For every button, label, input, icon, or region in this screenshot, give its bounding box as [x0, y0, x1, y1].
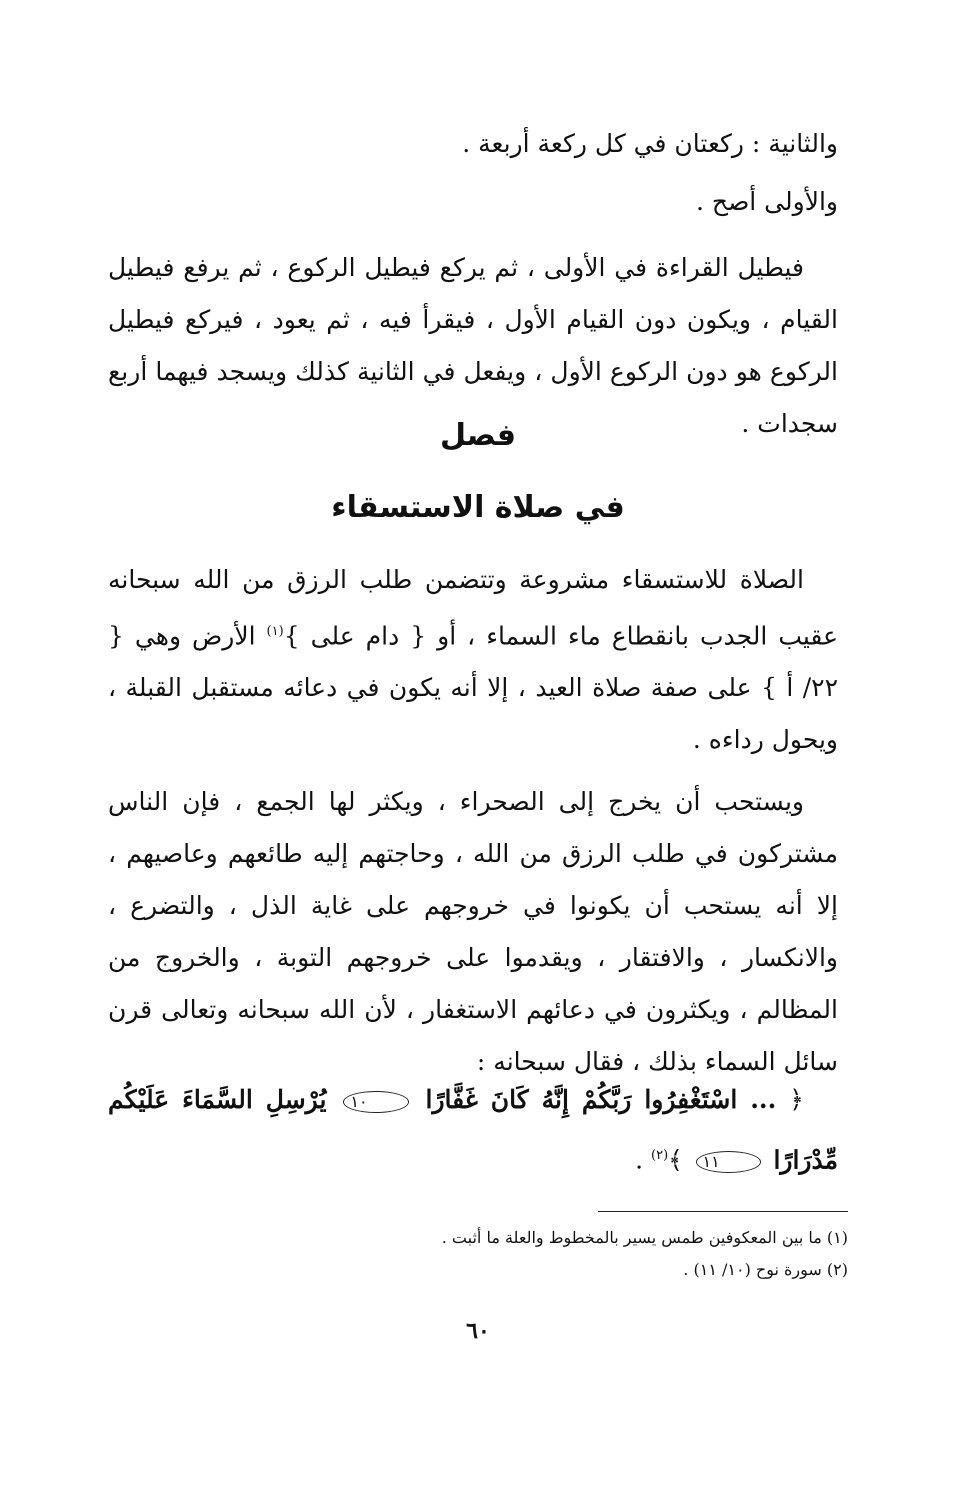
istisqa-text-1: الصلاة للاستسقاء مشروعة وتتضمن طلب الرزق من الله سبحانه عقيب الجدب بانقطاع ماء السماء ، أو { دام على } — [108, 565, 838, 651]
verse-text-1: ... اسْتَغْفِرُوا رَبَّكُمْ إِنَّهُ كَانَ غَفَّارًا — [425, 1085, 777, 1114]
top-text — [108, 118, 838, 450]
istisqa-text-2: الأرض وهي { ٢٢/ أ } على صفة صلاة العيد ، إلا أنه يكون في دعائه مستقبل القبلة ، ويحول رداءه . — [108, 621, 838, 755]
chapter-title: في صلاة الاستسقاء — [331, 490, 625, 525]
ayah-number-marker: ١٠ — [343, 1091, 408, 1113]
footnote-1: (١) ما بين المعكوفين طمس يسير بالمخطوط والعلة ما أثبت . — [441, 1228, 848, 1247]
main-text — [108, 554, 838, 1088]
footnote-ref-2: (٢) — [651, 1148, 669, 1163]
paragraph-istisqa-definition — [108, 554, 838, 766]
quran-verse — [108, 1072, 838, 1188]
paragraph-second-opinion: والثانية : ركعتان في كل ركعة أربعة . — [462, 129, 838, 158]
page-number: ٦٠ — [466, 1318, 490, 1344]
footnotes — [348, 1222, 848, 1286]
verse-end-dot: . — [635, 1145, 652, 1175]
verse-text-2: يُرْسِلِ السَّمَاءَ عَلَيْكُم مِّدْرَارًا — [108, 1085, 838, 1175]
verse-open-bracket: ﴿ — [789, 1085, 804, 1114]
paragraph-first-correct: والأولى أصح . — [696, 187, 838, 216]
paragraph-prayer-description: فيطيل القراءة في الأولى ، ثم يركع فيطيل الركوع ، ثم يرفع فيطيل القيام ، ويكون دون القيام الأول ، فيقرأ فيه ، ثم يعود ، فيركع فيطيل الركوع هو دون الركوع الأول ، ويفعل في الثانية كذلك ويسجد فيهما أربع سجدات . — [108, 253, 838, 438]
footnote-2: (٢) سورة نوح (١٠/ ١١) . — [683, 1260, 848, 1279]
ayah-number-marker: ١١ — [696, 1151, 761, 1173]
footnote-divider — [598, 1211, 848, 1212]
verse-close-bracket: ﴾ — [668, 1145, 683, 1175]
paragraph-recommendations: ويستحب أن يخرج إلى الصحراء ، ويكثر لها الجمع ، فإن الناس مشتركون في طلب الرزق من الله ، وحاجتهم إليه طائعهم وعاصيهم ، إلا أنه يستحب أن يكونوا في خروجهم على غاية الذل ، والتضرع ، والانكسار ، والافتقار ، ويقدموا على خروجهم التوبة ، والخروج من المظالم ، ويكثرون في دعائهم الاستغفار ، لأن الله سبحانه وتعالى قرن سائل السماء بذلك ، فقال سبحانه : — [108, 787, 838, 1077]
section-heading: فصل — [440, 418, 516, 453]
footnote-ref-1: (١) — [266, 624, 284, 639]
